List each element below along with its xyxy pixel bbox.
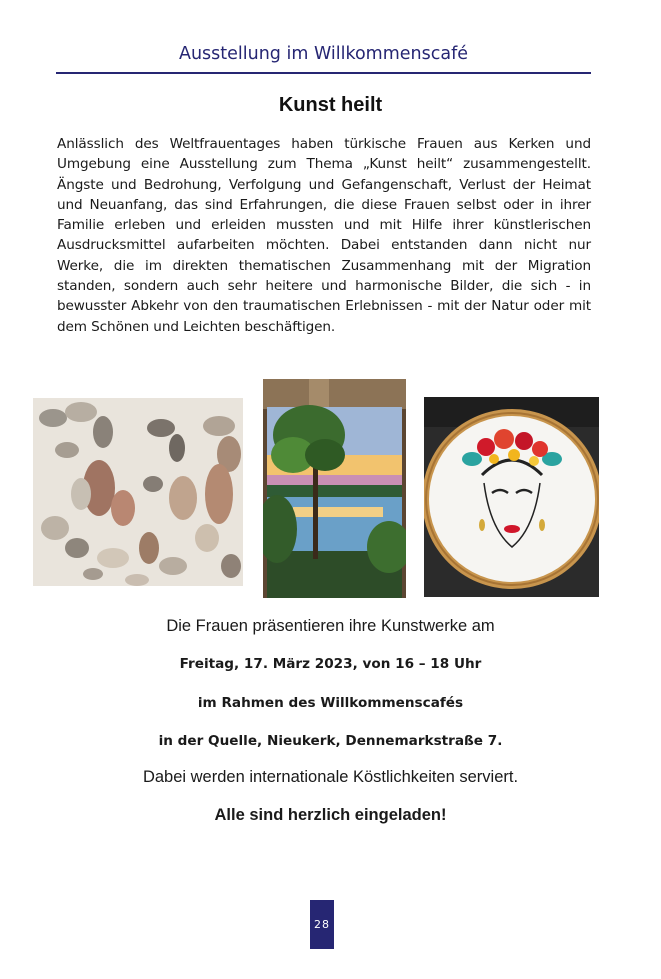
event-location: in der Quelle, Nieukerk, Dennemarkstraße 7. — [158, 733, 503, 749]
page-number-badge — [310, 900, 334, 949]
landscape-painting-photo — [263, 379, 406, 598]
event-date: Freitag, 17. März 2023, von 16 – 18 Uhr — [179, 656, 482, 672]
article-title: Kunst heilt — [278, 94, 383, 116]
embroidery-hoop-photo — [424, 397, 599, 597]
header-divider — [56, 72, 591, 74]
closing-invitation: Alle sind herzlich eingeladen! — [214, 806, 447, 824]
event-context: im Rahmen des Willkommenscafés — [197, 695, 464, 711]
pebble-art-photo — [33, 398, 243, 586]
page-number: 28 — [314, 918, 330, 931]
food-note: Dabei werden internationale Köstlichkeiten serviert. — [142, 768, 519, 786]
page-header-title: Ausstellung im Willkommenscafé — [178, 44, 469, 64]
article-paragraph: Anlässlich des Weltfrauentages haben türkische Frauen aus Kerken und Umgebung eine Ausstellung zum Thema „Kunst heilt“ zusammengestellt. Ängste und Bedrohung, Verfolgung und Gefangenschaft, Verlust der Heimat und Neuanfang, das sind Erfahrungen, die diese Frauen selbst oder in ihrer Familie erleben und erleiden mussten und mit Hilfe ihrer künstlerischen Ausdrucksmittel aufarbeiten möchten. Dabei entstanden dann nicht nur Werke, die im direkten thematischen Zusammenhang mit der Migration standen, sondern auch sehr heitere und harmonische Bilder, die sich - in bewusster Abkehr von den traumatischen Erlebnissen - mit der Natur oder mit dem Schönen und Leichten beschäftigen. — [57, 136, 591, 335]
invitation-intro: Die Frauen präsentieren ihre Kunstwerke am — [166, 617, 495, 635]
